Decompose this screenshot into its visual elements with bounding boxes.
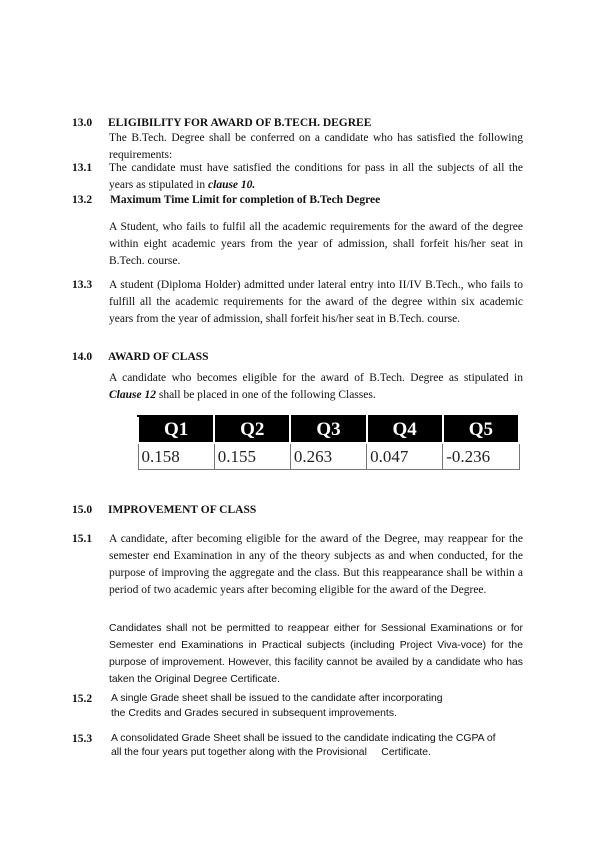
section-14-number: 14.0 [72,351,93,363]
quartile-header: Q4 [367,416,443,443]
section-13-intro: The B.Tech. Degree shall be conferred on a candidate who has satisfied the following requirements: [109,132,523,161]
section-15-1-text: A candidate, after becoming eligible for the award of the Degree, may reappear for the semester end Examination in any of the theory subjects as and when conducted, for the purpose of improving the aggregate and the class. But this reappearance shall be within a period of two academic years after becoming eligible for the award of the Degree. [109,533,523,596]
section-13-2-text: A Student, who fails to fulfil all the academic requirements for the award of the degree within eight academic years from the year of admission, shall forfeit his/her seat in B.Tech. course. [109,221,523,267]
quartile-value: 0.263 [290,443,366,470]
quartile-value: 0.047 [367,443,443,470]
section-15-1-note: Candidates shall not be permitted to reappear either for Sessional Examinations or for Semester end Examinations in Practical subjects (including Project Viva-voce) for the purpose of improvement. However, this facility cannot be availed by a candidate who has taken the Original Degree Certificate. [109,623,523,685]
quartile-header: Q3 [290,416,366,443]
quartile-value-row [138,443,519,470]
section-13-1-text-main: The candidate must have satisfied the conditions for pass in all the subjects of all the years as stipulated in [109,162,523,191]
section-13-number: 13.0 [72,117,93,129]
section-15-2-line-1: A single Grade sheet shall be issued to the candidate after incorporating [111,693,443,704]
section-13-2-title: Maximum Time Limit for completion of B.Tech Degree [110,194,381,206]
section-13-title: ELIGIBILITY FOR AWARD OF B.TECH. DEGREE [108,117,372,129]
clause-12-reference: Clause 12 [109,389,156,401]
section-15-3-line-1: A consolidated Grade Sheet shall be issued to the candidate indicating the CGPA of [111,733,496,744]
section-15-title: IMPROVEMENT OF CLASS [108,504,257,516]
section-15-2-number: 15.2 [72,693,93,705]
quartile-value: 0.158 [138,443,214,470]
quartile-header: Q2 [214,416,290,443]
section-15-number: 15.0 [72,504,93,516]
section-14-text-main: A candidate who becomes eligible for the award of B.Tech. Degree as stipulated in [109,372,523,384]
section-13-1-text [109,160,523,194]
quartile-table [137,415,520,470]
section-15-2-line-2: the Credits and Grades secured in subsequent improvements. [111,708,397,719]
section-15-1-number: 15.1 [72,533,93,545]
section-14-text-tail: shall be placed in one of the following Classes. [155,389,376,401]
section-14-title: AWARD OF CLASS [108,351,209,363]
quartile-header-row [138,416,519,443]
section-13-1-number: 13.1 [72,162,93,174]
section-13-2-number: 13.2 [72,194,93,206]
section-15-3-number: 15.3 [72,733,93,745]
quartile-value: 0.155 [214,443,290,470]
section-13-3-text: A student (Diploma Holder) admitted under lateral entry into II/IV B.Tech., who fails to fulfill all the academic requirements for the award of the degree within six academic years from the year of admission, shall forfeit his/her seat in B.Tech. course. [109,279,523,325]
quartile-header: Q1 [138,416,214,443]
section-15-3-line-2: all the four years put together along with the Provisional Certificate. [111,747,431,758]
section-14-text [109,370,523,404]
clause-10-reference: clause 10. [208,179,256,191]
quartile-value: -0.236 [443,443,519,470]
quartile-header: Q5 [443,416,519,443]
section-13-3-number: 13.3 [72,279,93,291]
